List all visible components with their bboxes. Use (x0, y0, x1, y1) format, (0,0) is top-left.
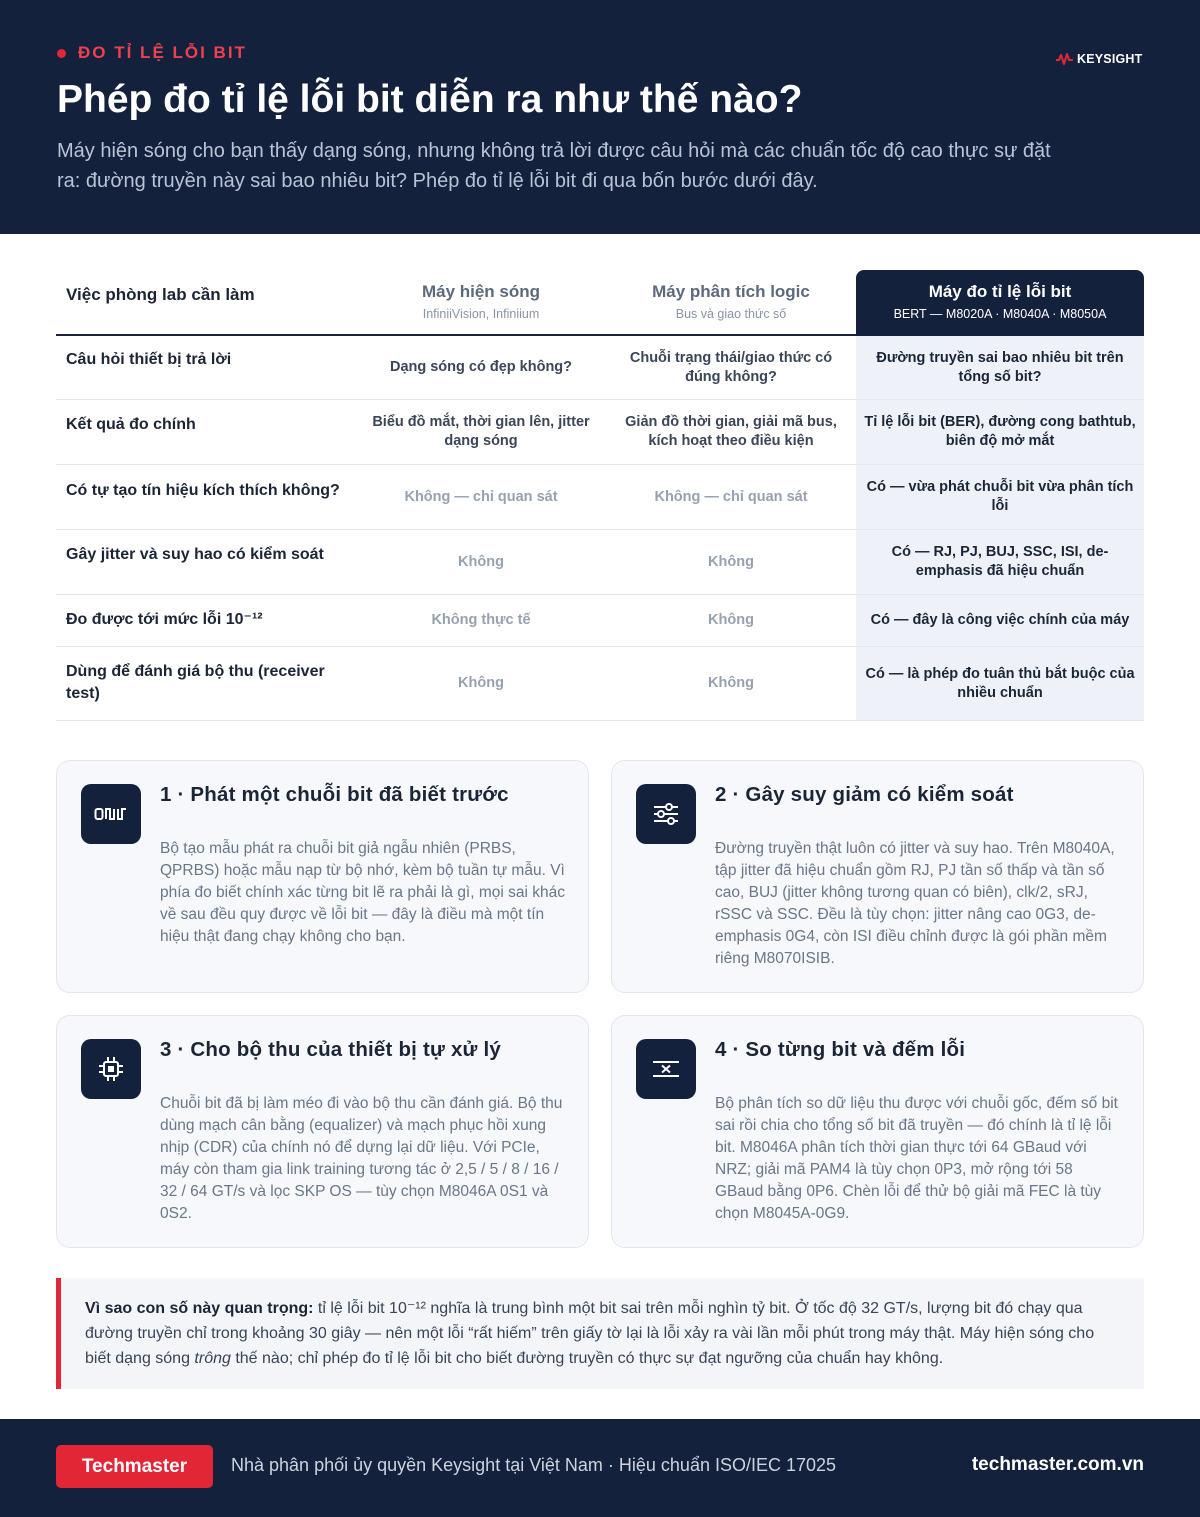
row-label: Gây jitter và suy hao có kiểm soát (66, 546, 324, 563)
column-name: Máy hiện sóng (421, 282, 541, 301)
row-label: Kết quả đo chính (66, 416, 196, 433)
website-link[interactable]: techmaster.com.vn (971, 1454, 1144, 1475)
page-header (0, 0, 1200, 234)
footer-description: Nhà phân phối ủy quyền Keysight tại Việt Nam · Hiệu chuẩn ISO/IEC 17025 (231, 1455, 837, 1475)
table-header-label: Việc phòng lab cần làm (66, 285, 255, 304)
column-header-bert (856, 270, 1144, 336)
cell-bert: Có — là phép đo tuân thủ bắt buộc của nhiều chuẩn (856, 647, 1144, 720)
callout-text: tỉ lệ lỗi bit 10⁻¹² nghĩa là trung bình một bit sai trên mỗi nghìn tỷ bit. Ở tốc độ 32 GT/s, lượng bit đó chạy qua đường truyền chỉ trong khoảng 30 giây — nên một lỗi “rất hiếm” trên giấy tờ lại là lỗi xảy ra vài lần mỗi phút trong máy thật. Máy hiện sóng cho biết dạng sóng (85, 1300, 1095, 1367)
cell-logic-analyzer: Không (708, 612, 754, 628)
sliders-icon (636, 784, 696, 844)
cell-logic-analyzer: Giản đồ thời gian, giải mã bus, kích hoạt theo điều kiện (625, 414, 837, 449)
column-subtitle: Bus và giao thức số (675, 307, 787, 321)
callout-lead: Vì sao con số này quan trọng: (85, 1300, 314, 1317)
row-label: Có tự tạo tín hiệu kích thích không? (66, 482, 340, 499)
table-row (56, 647, 1144, 721)
cell-logic-analyzer: Không (708, 553, 754, 570)
cell-logic-analyzer: Không — chỉ quan sát (654, 488, 808, 505)
column-subtitle: BERT — M8020A · M8040A · M8050A (893, 307, 1107, 321)
importance-callout (56, 1278, 1144, 1389)
kicker (57, 43, 247, 63)
cell-oscilloscope: Dạng sóng có đẹp không? (389, 359, 573, 375)
column-subtitle: InfiniiVision, Infiniium (422, 307, 540, 321)
chip-icon (81, 1039, 141, 1099)
step-title: 1 · Phát một chuỗi bit đã biết trước (160, 783, 509, 806)
techmaster-button[interactable]: Techmaster (56, 1445, 213, 1488)
step-body: Chuỗi bit đã bị làm méo đi vào bộ thu cần đánh giá. Bộ thu dùng mạch cân bằng (equalizer) và mạch phục hồi xung nhịp (CDR) của chính nó để dựng lại dữ liệu. Với PCIe, máy còn tham gia link training tương tác ở 2,5 / 5 / 8 / 16 / 32 / 64 GT/s và lọc SKP OS — tùy chọn M8046A 0S1 và 0S2. (160, 1095, 563, 1222)
step-body: Đường truyền thật luôn có jitter và suy hao. Trên M8040A, tập jitter đã hiệu chuẩn gồm RJ, PJ tần số thấp và tần số cao, BUJ (jitter không tương quan có biên), clk/2, sRJ, rSSC và SSC. Đều là tùy chọn: jitter nâng cao 0G3, de-emphasis 0G4, còn ISI điều chỉnh được là gói phần mềm riêng M8070ISIB. (715, 840, 1115, 967)
callout-text-end: thế nào; chỉ phép đo tỉ lệ lỗi bit cho biết đường truyền có thực sự đạt ngưỡng của chuẩn hay không. (230, 1350, 944, 1367)
step-card-2 (611, 760, 1144, 993)
cell-oscilloscope: Biểu đồ mắt, thời gian lên, jitter dạng sóng (372, 414, 590, 449)
page-footer (0, 1419, 1200, 1517)
compare-bits-icon (636, 1039, 696, 1099)
cell-oscilloscope: Không (458, 553, 504, 570)
table-header (56, 270, 1144, 336)
column-name: Máy phân tích logic (652, 282, 810, 301)
row-label: Dùng để đánh giá bộ thu (receiver test) (66, 663, 325, 702)
table-row (56, 336, 1144, 400)
keysight-wave-icon (1056, 53, 1073, 65)
column-name: Máy đo tỉ lệ lỗi bit (928, 282, 1072, 301)
callout-emphasis: trông (194, 1350, 231, 1367)
cell-logic-analyzer: Không (708, 675, 754, 691)
page-subtitle: Máy hiện sóng cho bạn thấy dạng sóng, nhưng không trả lời được câu hỏi mà các chuẩn tốc độ cao thực sự đặt ra: đường truyền này sai bao nhiêu bit? Phép đo tỉ lệ lỗi bit đi qua bốn bước dưới đây. (57, 140, 1051, 192)
step-title: 2 · Gây suy giảm có kiểm soát (715, 783, 1014, 806)
column-header-logic-analyzer (620, 270, 842, 336)
step-body: Bộ tạo mẫu phát ra chuỗi bit giả ngẫu nhiên (PRBS, QPRBS) hoặc mẫu nạp từ bộ nhớ, kèm bộ tuần tự mẫu. Vì phía đo biết chính xác từng bit lẽ ra phải là gì, mọi sai khác về sau đều quy được về lỗi bit — đây là điều mà một tín hiệu thật đang chạy không cho bạn. (160, 840, 565, 945)
keysight-logo (1056, 52, 1143, 66)
step-title: 3 · Cho bộ thu của thiết bị tự xử lý (160, 1038, 501, 1061)
column-header-oscilloscope (370, 270, 592, 336)
step-card-1 (56, 760, 589, 993)
table-row (56, 595, 1144, 647)
step-title: 4 · So từng bit và đếm lỗi (715, 1038, 966, 1061)
table-row (56, 530, 1144, 595)
cell-oscilloscope: Không thực tế (431, 612, 531, 628)
bit-pattern-icon (81, 784, 141, 844)
comparison-table (56, 270, 1144, 721)
step-card-4 (611, 1015, 1144, 1248)
kicker-dot-icon (57, 49, 66, 58)
cell-logic-analyzer: Chuỗi trạng thái/giao thức có đúng không? (629, 349, 833, 385)
step-body: Bộ phân tích so dữ liệu thu được với chuỗi gốc, đếm số bit sai rồi chia cho tổng số bit đã truyền — đó chính là tỉ lệ lỗi bit. M8046A phân tích thời gian thực tới 64 GBaud với NRZ; giải mã PAM4 là tùy chọn 0P3, mở rộng tới 58 GBaud bằng 0P6. Chèn lỗi để thử bộ giải mã FEC là tùy chọn M8045A-0G9. (715, 1095, 1118, 1222)
page-title: Phép đo tỉ lệ lỗi bit diễn ra như thế nào? (57, 78, 803, 121)
step-card-3 (56, 1015, 589, 1248)
cell-oscilloscope: Không — chỉ quan sát (404, 488, 558, 505)
cell-bert: Có — vừa phát chuỗi bit vừa phân tích lỗi (856, 465, 1144, 529)
table-row (56, 400, 1144, 465)
cell-oscilloscope: Không (458, 675, 504, 691)
brand-name: KEYSIGHT (1077, 52, 1143, 66)
table-row (56, 465, 1144, 530)
row-label: Câu hỏi thiết bị trả lời (66, 351, 232, 368)
row-label: Đo được tới mức lỗi 10⁻¹² (66, 611, 263, 628)
cell-bert: Đường truyền sai bao nhiêu bit trên tổng số bit? (856, 336, 1144, 399)
cell-bert: Có — RJ, PJ, BUJ, SSC, ISI, de-emphasis đã hiệu chuẩn (856, 530, 1144, 594)
cell-bert: Tỉ lệ lỗi bit (BER), đường cong bathtub, biên độ mở mắt (856, 400, 1144, 464)
cell-bert: Có — đây là công việc chính của máy (856, 595, 1144, 646)
kicker-text: ĐO TỈ LỆ LỖI BIT (78, 43, 247, 62)
